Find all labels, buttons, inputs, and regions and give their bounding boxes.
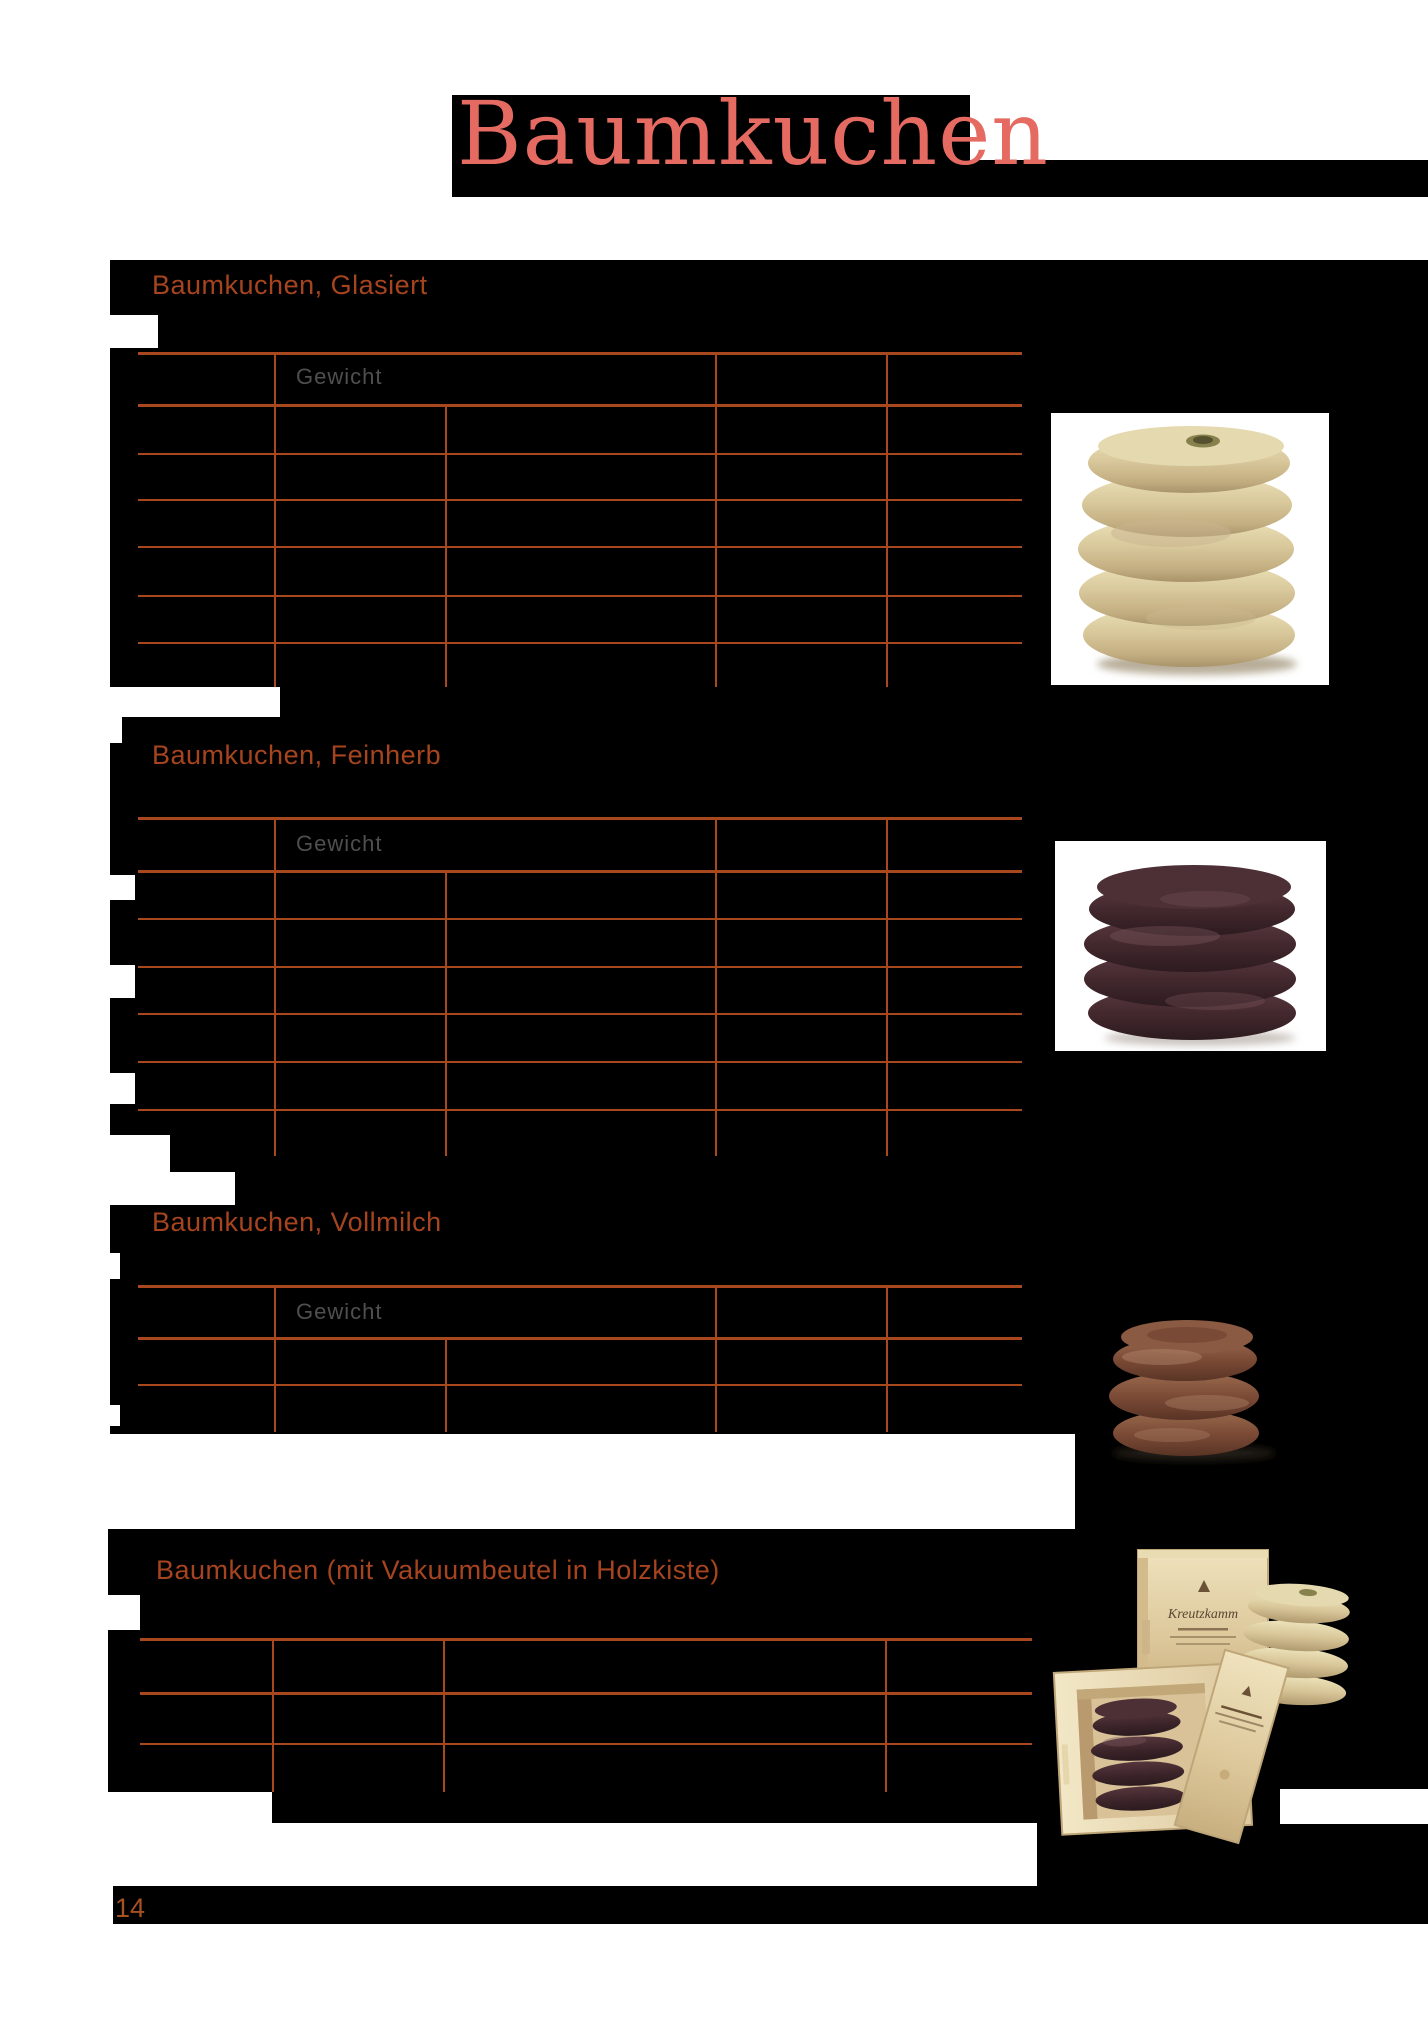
page-gap	[108, 687, 280, 717]
footer-bar	[113, 1886, 1428, 1924]
page-gap	[108, 1073, 135, 1104]
page-number: 14	[115, 1893, 146, 1923]
page-gap	[108, 315, 158, 348]
grid-line-v	[272, 1638, 274, 1792]
grid-line-v	[445, 870, 447, 1156]
grid-line-h	[138, 546, 1022, 548]
grid-line-h	[138, 453, 1022, 455]
section-heading-feinherb: Baumkuchen, Feinherb	[152, 740, 442, 770]
column-header-gewicht: Gewicht	[296, 364, 383, 389]
grid-line-v	[886, 817, 888, 1156]
grid-line-v	[443, 1638, 445, 1792]
grid-line-h	[138, 1285, 1022, 1288]
grid-line-v	[274, 352, 276, 687]
page-gap	[108, 717, 122, 743]
grid-line-v	[715, 817, 717, 1156]
grid-line-h	[138, 1384, 1022, 1386]
column-header-gewicht: Gewicht	[296, 1299, 383, 1324]
crate-branding-text: Kreutzkamm	[1167, 1607, 1239, 1622]
grid-line-v	[885, 1638, 887, 1792]
section-heading-holzkiste: Baumkuchen (mit Vakuumbeutel in Holzkiste)	[156, 1555, 720, 1585]
page-title: Baumkuchen	[457, 82, 1049, 185]
grid-line-v	[445, 404, 447, 687]
grid-line-v	[274, 1285, 276, 1432]
page-gap	[108, 1595, 140, 1630]
wooden-box-baumkuchen-photo	[1050, 1540, 1350, 1850]
grid-line-h	[138, 870, 1022, 873]
grid-line-h	[138, 918, 1022, 920]
grid-line-h	[138, 404, 1022, 407]
section-heading-vollmilch: Baumkuchen, Vollmilch	[152, 1207, 442, 1237]
grid-line-h	[138, 966, 1022, 968]
grid-line-v	[445, 1337, 447, 1432]
page-gap	[108, 1405, 120, 1426]
grid-line-h	[138, 642, 1022, 644]
grid-line-h	[138, 1109, 1022, 1111]
page-gap	[108, 1172, 235, 1205]
page-gap	[108, 875, 135, 900]
grid-line-h	[138, 1061, 1022, 1063]
grid-line-v	[274, 817, 276, 1156]
grid-line-h	[138, 1337, 1022, 1340]
page-gap	[108, 1135, 170, 1172]
column-header-gewicht: Gewicht	[296, 831, 383, 856]
page-gap	[108, 965, 135, 998]
grid-line-h	[138, 352, 1022, 355]
grid-line-v	[715, 352, 717, 687]
grid-line-v	[886, 1285, 888, 1432]
grid-line-v	[886, 352, 888, 687]
grid-line-h	[138, 499, 1022, 501]
section-heading-glasiert: Baumkuchen, Glasiert	[152, 270, 428, 300]
page-gap	[108, 1792, 272, 1823]
grid-line-h	[138, 595, 1022, 597]
dark-chocolate-baumkuchen-photo	[1055, 841, 1326, 1051]
milk-chocolate-baumkuchen-photo	[1082, 1285, 1282, 1465]
grid-line-h	[138, 1013, 1022, 1015]
glazed-baumkuchen-photo	[1051, 413, 1329, 685]
grid-line-v	[715, 1285, 717, 1432]
page-gap	[108, 1253, 120, 1279]
grid-line-h	[138, 817, 1022, 820]
